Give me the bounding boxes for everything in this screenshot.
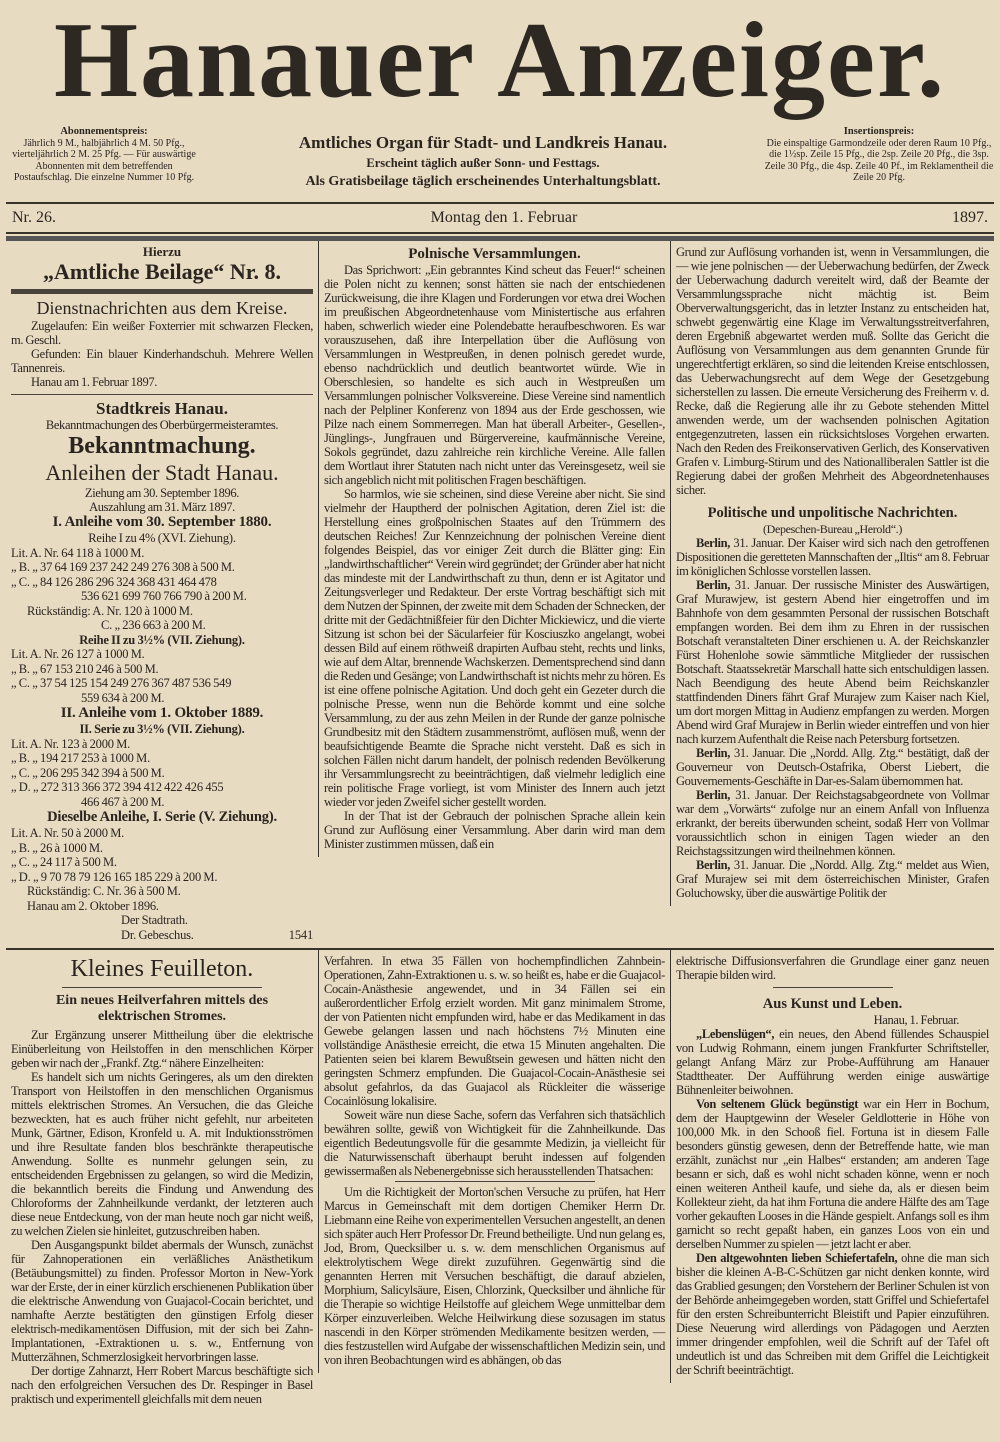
culture-item	[676, 1097, 989, 1251]
loan-line: „ D. „ 272 313 366 372 394 412 422 426 455	[11, 780, 224, 794]
masthead-info-row	[6, 122, 994, 202]
issue-number: Nr. 26.	[12, 209, 56, 226]
loan-line: „ D. „ 9 70 78 79 126 165 185 229 à 200 M.	[11, 869, 218, 884]
feuilleton-column	[6, 950, 318, 1412]
news-place: Berlin,	[696, 746, 731, 760]
news-item	[676, 578, 989, 746]
feuilleton-subtitle: Ein neues Heilverfahren mittels des elektrischen Stromes.	[55, 993, 269, 1024]
tagline-schedule: Erscheint täglich außer Sonn- und Festtags.	[366, 156, 600, 170]
news-item	[676, 858, 989, 900]
item-text: war ein Herr in Bochum, dem der Hauptgewinn der Weseler Geldlotterie in Höhe von 100,000 Mk. in den Schooß fiel. Fortuna ist in diesem Falle besonders günstig gewesen, denn der Betreffende hatte, wie man erzählt, zunächst nur „ein Halbes“ erstanden; am anderen Tage besann er sich, daß es wohl nicht schaden könne, wenn er noch einen weiteren Antheil kaufe, und siehe da, als er diesen beim Kollekteur zieht, da hat ihm Fortuna die andere Hälfte des am Tage vorher gekauften Looses in die Hände gespielt. Anfangs soll es ihm garnicht so recht gepaßt haben, ein ganzes Loos von ein und derselben Nummer zu spielen — jetzt lacht er aber.	[676, 1097, 989, 1251]
loans-heading: Anleihen der Stadt Hanau.	[45, 460, 279, 485]
issue-date: Montag den 1. Februar	[430, 209, 578, 226]
loan-line: Hanau am 2. Oktober 1896.	[27, 898, 159, 913]
loan-series: II. Serie zu 3½% (VII. Ziehung).	[79, 722, 245, 736]
divider	[11, 289, 313, 294]
article-paragraph: In der That ist der Gebrauch der polnischen Sprache allein kein Grund zur Auflösung einer Versammlung. Aber darin wird man dem Minister zustimmen müssen, daß ein	[324, 809, 665, 851]
loan-series: Reihe II zu 3½% (VII. Ziehung).	[79, 632, 245, 647]
loan-line: „ C. „ 37 54 125 154 249 276 367 487 536 549	[11, 676, 232, 690]
article-paragraph: Zur Ergänzung unserer Mittheilung über die elektrische Einüberleitung von Heilstoffen in den menschlichen Körper geben wir nach der „Frankf. Ztg.“ nähere Einzelheiten:	[11, 1028, 313, 1070]
news-text: 31. Januar. Der Reichstagsabgeordnete von Vollmar war dem „Vorwärts“ zufolge nur an einem Anfall von Influenza erkrankt, der bereits überwunden scheint, sodaß Herr von Vollmar voraussichtlich schon in einigen Tagen wieder an den Reichstagssitzungen wird theilnehmen können.	[676, 788, 990, 858]
loan-heading: Dieselbe Anleihe, I. Serie (V. Ziehung).	[47, 809, 277, 825]
loan-line: „ C. „ 84 126 286 296 324 368 431 464 478	[11, 574, 217, 589]
news-place: Berlin,	[696, 578, 731, 592]
feuilleton-continued	[318, 950, 670, 1373]
notice-found-items: Gefunden: Ein blauer Kinderhandschuh. Mehrere Wellen Tannenreis.	[11, 347, 313, 375]
loan-line: Lit. A. Nr. 123 à 2000 M.	[11, 736, 131, 751]
payout-date: Auszahlung am 31. März 1897.	[89, 500, 235, 514]
loan-line: „ B. „ 194 217 253 à 1000 M.	[11, 751, 150, 765]
divider	[6, 232, 994, 234]
issue-year: 1897.	[951, 209, 988, 226]
loan-line: C. „ 236 663 à 200 M.	[101, 618, 206, 632]
news-item	[676, 746, 989, 788]
tagline-organ: Amtliches Organ für Stadt- und Landkreis Hanau.	[298, 133, 668, 152]
news-source: (Depeschen-Bureau „Herold“.)	[763, 522, 902, 536]
loan-line: „ B. „ 26 à 1000 M.	[11, 840, 103, 855]
article-paragraph: Soweit wäre nun diese Sache, sofern das Verfahren sich thatsächlich bewähren sollte, gewiß von Wichtigkeit für die Zahnheilkunde. Das eigentlich Bedeutungsvolle für die gesammte Medizin, ja vielleicht für die Naturwissenschaft überhaupt beruht indessen auf folgenden gewissermaßen als Nebenergebnisse sich herausstellenden Thatsachen:	[324, 1108, 665, 1178]
top-section	[6, 241, 994, 948]
signature-name: Dr. Gebeschus.	[121, 927, 194, 942]
service-news-heading: Dienstnachrichten aus dem Kreise.	[36, 298, 288, 318]
loan-line: Lit. A. Nr. 50 à 2000 M.	[11, 826, 125, 840]
subscription-text: Jährlich 9 M., halbjährlich 4 M. 50 Pfg., vierteljährlich 2 M. 25 Pfg. — Für auswärtige Abonnenten mit dem betreffenden Postaufschlag. Die einzelne Nummer 10 Pfg.	[12, 137, 196, 183]
article-paragraph: Es handelt sich um nichts Geringeres, als um den direkten Transport von Heilstoffen in den menschlichen Organismus mittels elektrischen Stromes. An Versuchen, die das Gleiche bezweckten, hat es auch früher nicht gefehlt, nur arbeiteten Munk, Gärtner, Edison, Kronfeld u. A. mit Induktionsströmen und ihre Resultate fanden blos beschränkte therapeutische Anwendung. Sollte es nunmehr gelungen sein, zu entscheidenden Ergebnissen zu gelangen, so wird die Medizin, die bekanntlich bereits die Findung und Anwendung des Chloroforms der Zahnheilkunde verdankt, der letzteren auch diese neue Entdeckung, von der man heute noch gar nicht weiß, zu welchen Zielen sie hinleitet, gutzuschreiben haben.	[11, 1070, 313, 1238]
news-place: Berlin,	[696, 858, 731, 872]
tagline-supplement: Als Gratisbeilage täglich erscheinendes Unterhaltungsblatt.	[305, 174, 661, 189]
item-lead: „Lebenslügen“,	[696, 1027, 775, 1041]
divider	[11, 394, 313, 395]
loan-line: 559 634 à 200 M.	[81, 690, 165, 705]
article-paragraph: Grund zur Auflösung vorhanden ist, wenn in Versammlungen, die — wie jene polnischen — der Ueberwachung bedürfen, der Zweck der Ueberwachung dadurch vereitelt wird, daß der Beamte der Versammlungssprache nicht mächtig ist. Beim Oberverwaltungsgericht, das in letzter Instanz zu entscheiden hat, schwebt gegenwärtig eine Klage im Verwaltungsstreitverfahren, deren Ergebniß abgewartet werden muß. Sollte das Gericht die Auflösung von Versammlungen aus dem genannten Grunde für ungerechtfertigt erklären, so sind die leitenden Kreise entschlossen, das Ueberwachungsrecht auf dem Wege der Gesetzgebung sicherstellen zu lassen. Die erneute Versicherung des Freiherrn v. d. Recke, daß die Regierung alle ihr zu Gebote stehenden Mittel anwenden werde, um der wachsenden polnischen Agitation entgegenzutreten, lassen ein rücksichtsloses Vorgehen erwarten. Nach den Reden des Freikonservativen Gerlich, des Konservativen Grafen v. Limburg-Stirum und des Nationalliberalen Sattler ist die Regierung dabei der großen Mehrheit des Abgeordnetenhauses sicher.	[676, 245, 989, 497]
news-text: 31. Januar. Die „Nordd. Allg. Ztg.“ bestätigt, daß der Gouverneur von Deutsch-Ostafrika, Oberst Liebert, die Gouvernements-Geschäfte in Dar-es-Salam übernommen hat.	[676, 746, 989, 788]
art-dateline: Hanau, 1. Februar.	[873, 1013, 959, 1027]
loan-series: Reihe I zu 4% (XVI. Ziehung).	[88, 531, 236, 545]
news-text: 31. Januar. Die „Nordd. Allg. Ztg.“ meldet aus Wien, Graf Murajew sei mit dem österreichischen Minister, Grafen Goluchowsky, über die auswärtige Politik der	[676, 858, 990, 900]
article-paragraph: Um die Richtigkeit der Morton'schen Versuche zu prüfen, hat Herr Marcus in Gemeinschaft mit dem dortigen Chemiker Herrn Dr. Liebmann eine Reihe von experimentellen Versuchen angestellt, an denen sich später auch Herr Professor Dr. Freund betheiligte. Und nun gelang es, Jod, Brom, Quecksilber u. s. w. dem menschlichen Organismus auf elektrolytischem Wege direkt zuzuführen. Gegenwärtig sind die genannten Herren mit Versuchen beschäftigt, die darauf abzielen, Morphium, Salicylsäure, Eisen, Chlorzink, Quecksilber und ähnliche für die Therapie so wichtige Heilstoffe auf gleichem Wege unmittelbar dem Körper einzuverleiben. Welche Heilwirkung diese sozusagen im status nascendi in den Körper strömenden Medikamente besitzen werden, — dies festzustellen wird Aufgabe der wissenschaftlichen Medizin sein, und von ihren Beobachtungen wird es abhängen, ob das	[324, 1185, 665, 1367]
loan-heading: I. Anleihe vom 30. September 1880.	[52, 514, 272, 530]
divider	[62, 987, 262, 988]
loan-line: „ B. „ 37 64 169 237 242 249 276 308 à 500 M.	[11, 560, 235, 574]
article-paragraph: So harmlos, wie sie scheinen, sind diese Vereine aber nicht. Sie sind vielmehr der Hauptherd der polnischen Agitation, deren Ziel ist: die Herstellung eines großpolnischen Staates auf den Trümmern des deutschen Reiches! Zur Kennzeichnung der polnischen Vereine dient folgendes Beispiel, das vor einiger Zeit durch die Blätter ging: Ein „landwirthschaftlicher“ Verein wird gegründet; der Gründer aber hat nicht das mindeste mit der Landwirthschaft zu thun, denn er ist Agitator und Zeitungsverleger und Redakteur. Der erste Vortrag beschäftigt sich mit dem Nutzen der Spinnen, der zweite mit dem Schaden der Schnecken, der dritte mit der Gedächtnißfeier für den Dichter Mickiewicz, und die vierte Sitzung ist schon bei der Säcularfeier für Kosciuszko angelangt, wobei dessen Bild auf einem röthweiß drapirten Aufbau steht, rechts und links, wie auf dem Altar, brennende Wachskerzen. Dementsprechend sind dann die Reden und Gesänge; von Landwirthschaft ist nichts mehr zu hören. Es ist eine offene polnische Agitation. Und doch geht ein Gezeter durch die polnische Presse, wenn nun die Behörde kommt und eine solche Versammlung, zu der aus zehn Meilen in der Runde der ganze polnische Grundbesitz mit den Städtern zusammenströmt, auflösen muß, wenn der beaufsichtigende Beamte die Sprache nicht versteht. Daß es sich in solchen Fällen nicht darum handelt, der polnisch redenden Bevölkerung ihr Versammlungsrecht zu beeinträchtigen, daß vielmehr lediglich eine rein politische Frage vorliegt, ist vom Minister des Innern auch jetzt wieder vor jeden Zweifel sicher gestellt worden.	[324, 487, 665, 809]
loan-line: Lit. A. Nr. 64 118 à 1000 M.	[11, 545, 145, 560]
item-text: ein neues, den Abend füllendes Schauspiel von Ludwig Rohmann, einem jungen Frankfurter Schriftsteller, gelangt Anfang März zur Probe-Aufführung am Hanauer Stadttheater. Der Aufführung werden einige auswärtige Bühnenleiter beiwohnen.	[676, 1027, 989, 1097]
subscription-label: Abonnementspreis:	[60, 126, 148, 137]
article-paragraph: elektrische Diffusionsverfahren die Grundlage einer ganz neuen Therapie bilden wird.	[676, 954, 989, 982]
news-item	[676, 788, 989, 858]
date-row	[6, 204, 994, 232]
news-place: Berlin,	[696, 536, 731, 550]
insertion-text: Die einspaltige Garmondzeile oder deren Raum 10 Pfg., die 1½sp. Zeile 15 Pfg., die 2sp. Zeile 20 Pfg., die 3sp. Zeile 30 Pfg., die 4sp. Zeile 40 Pf., im Reklamentheil die Zeile 20 Pfg.	[764, 137, 994, 183]
polish-assemblies-article	[318, 241, 670, 857]
article-paragraph: Das Sprichwort: „Ein gebranntes Kind scheut das Feuer!“ scheinen die Polen nicht zu kennen; sonst hätten sie nach der entschiedenen Zurückweisung, die ihre Klagen und Forderungen vor etwa drei Wochen im preußischen Abgeordnetenhause vom Ministertische aus erfahren haben, schwerlich wieder eine Polendebatte heraufbeschworen. Es war vorauszusehen, daß ihre Interpellation über die Auflösung von Versammlungen in Westpreußen, in denen polnisch geredet wurde, ebenso nachdrücklich und deutlich beantwortet würde. Wie in Oberschlesien, so handelte es sich auch in Westpreußen um Versammlungen polnischer Volksvereine. Diese Vereine sind namentlich nach der Pelpliner Konferenz von 1894 aus der Erde geschossen, wie Pilze nach einem Sommerregen. Man hat überall Arbeiter-, Gesellen-, Jünglings-, Jungfrauen und Bürgervereine, kaufmännische Vereine, Sokols gegründet, dazu zahlreiche rein kirchliche Vereine. Alle fallen dem Wortlaut ihrer Statuten nach nicht unter das Vereinsgesetz, weil sie sich angeblich nicht mit politischen Fragen beschäftigen.	[324, 263, 665, 487]
news-heading: Politische und unpolitische Nachrichten.	[707, 505, 958, 521]
article-paragraph: Den Ausgangspunkt bildet abermals der Wunsch, zunächst für Zahnoperationen ein verläßliches Anästhetikum (Betäubungsmittel) zu finden. Professor Morton in New-York war der Erste, der in einer kürzlich erschienenen Publikation über die elektrische Anwendung von Guajacol-Cocain berichtet, und namhafte Aerzte bestätigten den günstigen Erfolg dieser elektrisch-medikamentösen Diffusion, mit der sich bei Zahn-Implantationen, -Extraktionen u. s. w., Entfernung von Mutterzähnen, Schmerzlosigkeit hervorbringen lasse.	[11, 1238, 313, 1364]
supplement-heading: „Amtliche Beilage“ Nr. 8.	[42, 259, 282, 284]
item-text: ohne die man sich bisher die kleinen A-B-C-Schützen gar nicht denken konnte, wird das Grablied gesungen; den Vorstehern der Berliner Schulen ist von der Behörde anheimgegeben worden, statt Griffel und Schiefertafel für den ersten Schreibunterricht Bleistift und Papier einzuführen. Diese Neuerung wird allerdings von Pädagogen und Aerzten immer dringender empfohlen, weil die Schrift auf der Tafel oft undeutlich ist und das Schreiben mit dem Griffel die Leichtigkeit der Schrift beeinträchtigt.	[676, 1251, 989, 1377]
mayor-notices-subheading: Bekanntmachungen des Oberbürgermeisteramtes.	[45, 418, 279, 432]
loan-heading: II. Anleihe vom 1. Oktober 1889.	[60, 705, 264, 721]
news-column	[670, 241, 994, 906]
taglines	[233, 126, 733, 192]
loan-line: 536 621 699 760 766 790 à 200 M.	[81, 589, 247, 603]
loan-line: 466 467 à 200 M.	[81, 794, 165, 809]
culture-item	[676, 1251, 989, 1377]
item-lead: Den altgewohnten lieben Schiefertafeln,	[696, 1251, 898, 1265]
official-notices-column	[6, 241, 318, 948]
bottom-section	[6, 950, 994, 1412]
signature-mayor	[11, 928, 313, 943]
insertion-price	[764, 126, 994, 184]
art-and-life-heading: Aus Kunst und Leben.	[762, 996, 903, 1012]
newspaper-title: Hanauer Anzeiger.	[54, 1, 946, 120]
ad-number: 1541	[288, 927, 313, 942]
notice-found-dog: Zugelaufen: Ein weißer Foxterrier mit schwarzen Flecken, m. Geschl.	[11, 319, 313, 347]
divider	[395, 1181, 595, 1182]
culture-item	[676, 1027, 989, 1097]
loan-line: „ C. „ 24 117 à 500 M.	[11, 855, 117, 869]
article-title: Polnische Versammlungen.	[408, 246, 581, 262]
draw-date: Ziehung am 30. September 1896.	[84, 486, 240, 500]
news-text: 31. Januar. Der Kaiser wird sich nach den getroffenen Dispositionen die geretteten Mannschaften der „Iltis“ am 8. Februar im königlichen Schlosse vorstellen lassen.	[676, 536, 989, 578]
hierzu-label: Hierzu	[142, 244, 182, 259]
article-paragraph: Der dortige Zahnarzt, Herr Robert Marcus beschäftigte sich nach den erfolgreichen Versuchen des Dr. Respinger in Basel praktisch und experimentell gleichfalls mit dem neuen	[11, 1364, 313, 1406]
announcement-heading: Bekanntmachung.	[68, 433, 256, 459]
signature-council: Der Stadtrath.	[121, 913, 188, 927]
insertion-label: Insertionspreis:	[843, 126, 915, 137]
news-place: Berlin,	[696, 788, 731, 802]
subscription-price	[6, 126, 202, 184]
divider	[773, 987, 893, 988]
item-lead: Von seltenem Glück begünstigt	[696, 1097, 859, 1111]
news-item	[676, 536, 989, 578]
loan-line: Lit. A. Nr. 26 127 à 1000 M.	[11, 647, 145, 661]
loan-line: Rückständig: C. Nr. 36 à 500 M.	[27, 884, 181, 898]
loan-line: „ B. „ 67 153 210 246 à 500 M.	[11, 661, 159, 676]
feuilleton-title: Kleines Feuilleton.	[70, 956, 254, 982]
article-paragraph: Verfahren. In etwa 35 Fällen von hochempfindlichen Zahnbein-Operationen, Zahn-Extraktionen u. s. w. so heißt es, habe er die Guajacol-Cocain-Anästhesie angewendet, und in 34 Fällen sei ein außerordentlicher Erfolg erzielt worden. Mit ganz minimalem Strome, der von Patienten nicht empfunden wird, habe er das Medikament in das Gewebe gelangen lassen und nach höchstens 7½ Minuten eine vollständige Anästhesie erreicht, die etwa 15 Minuten angehalten. Die Patienten seien bei klarem Bewußtsein gewesen und hätten nicht den geringsten Schmerz empfunden. Die Guajacol-Cocain-Anästhesie sei absolut gefahrlos, da das Guajacol als Rückleiter die wässerige Cocainlösung lokalisire.	[324, 954, 665, 1108]
news-text: 31. Januar. Der russische Minister des Auswärtigen, Graf Murawjew, ist gestern Abend hier eingetroffen und im Bahnhofe von dem gesammten Personal der russischen Botschaft empfangen worden. Bei dem ihm zu Ehren in der russischen Botschaft veranstalteten Diner erschienen u. A. der Reichskanzler Fürst Hohenlohe sowie sämmtliche Mitglieder der russischen Botschaft. Staatssekretär Marschall hatte sich entschuldigen lassen. Nach Beendigung des heute Abend beim Reichskanzler stattfindenden Diners fährt Graf Murajew zum Kaiser nach Kiel, um dort morgen Mittag in Audienz empfangen zu werden. Morgen Abend wird Graf Murajew in Berlin wieder eintreffen und von hier nach kurzem Aufenthalt die Reise nach Petersburg fortsetzen.	[676, 578, 989, 746]
art-and-life-column	[670, 950, 994, 1383]
notice-date: Hanau am 1. Februar 1897.	[31, 375, 158, 389]
loan-line: Rückständig: A. Nr. 120 à 1000 M.	[27, 603, 193, 618]
stadtkreis-heading: Stadtkreis Hanau.	[96, 399, 228, 418]
loan-line: „ C. „ 206 295 342 394 à 500 M.	[11, 765, 165, 780]
